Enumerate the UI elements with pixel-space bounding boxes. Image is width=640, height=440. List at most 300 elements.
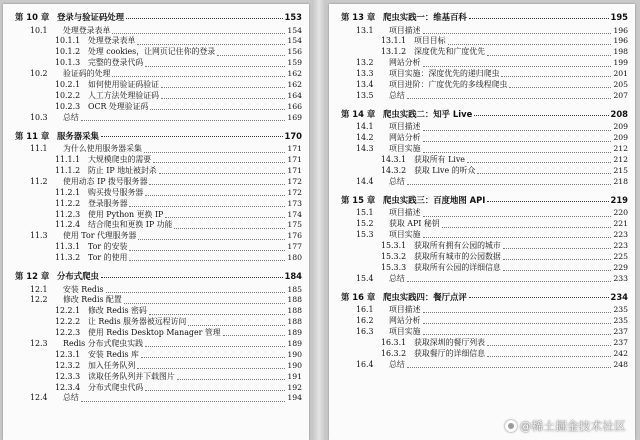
dot-leader	[423, 311, 612, 313]
toc-section[interactable]	[13, 231, 302, 242]
dot-leader	[448, 43, 612, 45]
dot-leader	[137, 43, 285, 45]
toc-title: 总结	[389, 90, 405, 100]
toc-number: 10.2.1	[55, 80, 81, 90]
toc-subsection[interactable]	[13, 242, 302, 253]
toc-title: 总结	[63, 393, 79, 403]
toc-page-number: 170	[284, 130, 302, 141]
toc-page-number: 207	[613, 90, 628, 100]
toc-page-number: 201	[613, 69, 628, 79]
toc-number: 11.2.2	[55, 198, 81, 208]
toc-section[interactable]	[339, 91, 628, 102]
toc-page-left	[3, 4, 309, 440]
dot-leader	[423, 32, 612, 34]
dot-leader	[503, 269, 612, 271]
toc-title: 获取所有 Live	[414, 155, 465, 165]
toc-page-number: 205	[613, 80, 628, 90]
toc-number: 12.3	[30, 339, 48, 349]
toc-number: 16.2	[356, 316, 374, 326]
toc-page-number: 223	[613, 241, 628, 251]
toc-title: 安装 Redis	[63, 284, 104, 294]
dot-leader	[126, 17, 283, 19]
toc-chapter[interactable]	[339, 10, 628, 26]
toc-title: 项目描述	[389, 122, 421, 132]
dot-leader	[101, 135, 283, 137]
toc-page-number: 195	[610, 12, 628, 22]
toc-page-number: 233	[613, 273, 628, 283]
toc-chapter[interactable]	[13, 10, 302, 26]
toc-number: 12.3.3	[55, 371, 81, 381]
toc-title: 安装 Redis 库	[88, 349, 139, 359]
toc-title: 深度优先和广度优先	[414, 47, 486, 57]
toc-number: 10.1.2	[55, 47, 81, 57]
toc-title: 结合爬虫和更换 IP 功能	[88, 220, 173, 230]
toc-page-number: 196	[613, 36, 628, 46]
toc-section[interactable]	[339, 58, 628, 69]
toc-title: 获取 Live 的听众	[414, 165, 476, 175]
toc-subsection[interactable]	[13, 91, 302, 102]
toc-title: 获取深圳的餐厅列表	[414, 337, 486, 347]
toc-title: 总结	[389, 176, 405, 186]
toc-page-number: 189	[287, 328, 302, 338]
toc-number: 15.2	[356, 219, 374, 229]
toc-title: 分布式爬虫	[57, 271, 99, 281]
toc-number: 第 16 章	[341, 291, 376, 302]
toc-subsection[interactable]	[13, 199, 302, 210]
dot-leader	[423, 322, 612, 324]
dot-leader	[159, 172, 286, 174]
toc-section[interactable]	[339, 122, 628, 133]
dot-leader	[145, 389, 285, 391]
dot-leader	[188, 324, 285, 326]
toc-list-right	[339, 10, 628, 371]
toc-subsection[interactable]	[13, 58, 302, 69]
toc-number: 13.4	[356, 80, 374, 90]
toc-number: 14.3.2	[381, 165, 407, 175]
dot-leader	[477, 172, 611, 174]
toc-page-right	[329, 4, 635, 440]
toc-page-number: 212	[613, 144, 628, 154]
toc-subsection[interactable]	[13, 328, 302, 339]
dot-leader	[487, 54, 611, 56]
toc-number: 16.4	[356, 359, 374, 369]
dot-leader	[112, 32, 285, 34]
toc-page-number: 194	[287, 393, 302, 403]
dot-leader	[149, 313, 285, 315]
toc-section[interactable]	[13, 285, 302, 296]
dot-leader	[423, 129, 612, 131]
toc-number: 12.3.4	[55, 382, 81, 392]
toc-section[interactable]	[339, 219, 628, 230]
toc-subsection[interactable]	[13, 166, 302, 177]
toc-subsection[interactable]	[339, 338, 628, 349]
toc-page-number: 173	[287, 198, 302, 208]
toc-subsection[interactable]	[339, 155, 628, 166]
toc-list-left	[13, 10, 302, 404]
dot-leader	[144, 151, 285, 153]
toc-number: 12.2	[30, 295, 48, 305]
toc-section[interactable]	[339, 80, 628, 91]
toc-page-number: 229	[613, 262, 628, 272]
toc-page-number: 190	[287, 349, 302, 359]
toc-page-number: 154	[287, 25, 302, 35]
toc-page-number: 166	[287, 101, 302, 111]
dot-leader	[124, 302, 285, 304]
toc-page-number: 177	[287, 242, 302, 252]
toc-page-number: 212	[613, 155, 628, 165]
toc-title: 项目描述	[389, 208, 421, 218]
toc-title: 爬虫实践三：百度地图 API	[383, 194, 486, 205]
toc-number: 14.3.1	[381, 155, 407, 165]
toc-title: 获取所有拥有公园的城市	[414, 241, 501, 251]
toc-section[interactable]	[339, 316, 628, 327]
toc-subsection[interactable]	[13, 372, 302, 383]
toc-section[interactable]	[13, 144, 302, 155]
toc-subsection[interactable]	[13, 220, 302, 231]
toc-section[interactable]	[339, 327, 628, 338]
toc-number: 12.1	[30, 284, 48, 294]
toc-number: 11.3	[30, 231, 48, 241]
toc-page-number: 237	[613, 337, 628, 347]
dot-leader	[177, 378, 286, 380]
dot-leader	[223, 334, 286, 336]
toc-number: 11.2.4	[55, 220, 81, 230]
toc-page-number: 171	[287, 144, 302, 154]
toc-number: 13.1.2	[381, 47, 407, 57]
toc-title: 服务器采集	[57, 130, 99, 141]
dot-leader	[81, 119, 286, 121]
toc-number: 16.3	[356, 326, 374, 336]
dot-leader	[501, 75, 611, 77]
toc-number: 10.2.3	[55, 101, 81, 111]
toc-page-number: 248	[613, 359, 628, 369]
toc-title: OCR 处理验证码	[88, 101, 149, 111]
toc-number: 第 12 章	[15, 271, 50, 281]
toc-page-number: 176	[287, 231, 302, 241]
toc-page-number: 188	[287, 306, 302, 316]
toc-title: 项目进阶：广度优先的多线程爬虫	[389, 80, 508, 90]
toc-number: 第 11 章	[15, 130, 50, 141]
toc-number: 14.1	[356, 122, 374, 132]
toc-title: 如何使用验证码验证	[88, 80, 160, 90]
toc-page-number: 171	[287, 155, 302, 165]
toc-page-number: 190	[287, 360, 302, 370]
toc-number: 10.1.3	[55, 58, 81, 68]
toc-subsection[interactable]	[13, 350, 302, 361]
dot-leader	[423, 215, 612, 217]
toc-subsection[interactable]	[13, 317, 302, 328]
dot-leader	[423, 151, 612, 153]
toc-section[interactable]	[339, 69, 628, 80]
toc-page-number: 189	[287, 339, 302, 349]
dot-leader	[474, 114, 608, 116]
toc-title: Tor 的使用	[88, 253, 128, 263]
toc-chapter[interactable]	[339, 107, 628, 123]
toc-page-number: 153	[284, 12, 302, 22]
toc-title: 修改 Redis 配置	[63, 295, 122, 305]
toc-subsection[interactable]	[13, 306, 302, 317]
toc-number: 14.4	[356, 176, 374, 186]
toc-number: 15.4	[356, 273, 374, 283]
toc-title: 使用动态 IP 拨号服务器	[63, 176, 148, 186]
toc-subsection[interactable]	[13, 188, 302, 199]
toc-page-number: 180	[287, 253, 302, 263]
dot-leader	[161, 97, 285, 99]
dot-leader	[407, 366, 612, 368]
toc-subsection[interactable]	[339, 252, 628, 263]
toc-page-number: 188	[287, 295, 302, 305]
toc-subsection[interactable]	[13, 36, 302, 47]
toc-title: 修改 Redis 密码	[88, 306, 147, 316]
toc-page-number: 164	[287, 90, 302, 100]
toc-number: 13.3	[356, 69, 374, 79]
toc-title: 项目实施	[389, 326, 421, 336]
toc-number: 15.1	[356, 208, 374, 218]
toc-subsection[interactable]	[13, 102, 302, 113]
toc-page-number: 235	[613, 305, 628, 315]
toc-subsection[interactable]	[339, 166, 628, 177]
toc-page-number: 208	[610, 108, 628, 119]
toc-title: 购买拨号服务器	[88, 187, 144, 197]
toc-number: 10.1.1	[55, 36, 81, 46]
toc-section[interactable]	[339, 305, 628, 316]
dot-leader	[129, 249, 285, 251]
toc-title: 大规模爬虫的需要	[88, 155, 152, 165]
toc-page-number: 234	[610, 291, 628, 302]
watermark	[505, 418, 626, 434]
toc-number: 10.1	[30, 25, 48, 35]
toc-number: 14.3	[356, 144, 374, 154]
toc-title: 网站分析	[389, 58, 421, 68]
toc-title: 项目描述	[389, 305, 421, 315]
toc-subsection[interactable]	[339, 241, 628, 252]
toc-title: 获取 API 秘钥	[389, 219, 440, 229]
toc-number: 16.3.2	[381, 348, 407, 358]
toc-page-number: 209	[613, 133, 628, 143]
toc-number: 10.3	[30, 112, 48, 122]
toc-page-number: 225	[613, 251, 628, 261]
toc-number: 12.4	[30, 393, 48, 403]
toc-page-number: 175	[287, 220, 302, 230]
toc-page-number: 185	[287, 284, 302, 294]
toc-page-number: 219	[610, 194, 628, 205]
toc-number: 11.2.1	[55, 187, 81, 197]
toc-title: 完整的登录代码	[88, 58, 144, 68]
toc-number: 10.2.2	[55, 90, 81, 100]
toc-number: 11.3.1	[55, 242, 81, 252]
dot-leader	[487, 200, 608, 202]
toc-title: 让 Redis 服务器被远程访问	[88, 317, 187, 327]
toc-title: 总结	[389, 359, 405, 369]
toc-section[interactable]	[13, 394, 302, 405]
toc-number: 11.1	[30, 144, 48, 154]
toc-number: 15.3.1	[381, 241, 407, 251]
toc-chapter[interactable]	[339, 193, 628, 209]
dot-leader	[423, 65, 612, 67]
toc-page-number: 235	[613, 316, 628, 326]
toc-title: 获取餐厅的详细信息	[414, 348, 486, 358]
toc-section[interactable]	[339, 360, 628, 371]
toc-subsection[interactable]	[339, 47, 628, 58]
toc-title: 获取所有城市的公园数据	[414, 251, 501, 261]
dot-leader	[407, 280, 612, 282]
dot-leader	[141, 356, 285, 358]
toc-title: 处理登录表单	[63, 25, 111, 35]
toc-title: 登录与验证码处理	[57, 12, 124, 22]
toc-number: 12.2.3	[55, 328, 81, 338]
toc-number: 第 10 章	[15, 12, 50, 22]
toc-title: 验证码的处理	[63, 69, 111, 79]
toc-number: 11.2.3	[55, 209, 81, 219]
dot-leader	[149, 183, 285, 185]
toc-page-number: 192	[287, 382, 302, 392]
dot-leader	[106, 291, 286, 293]
toc-subsection[interactable]	[13, 80, 302, 91]
toc-section[interactable]	[13, 113, 302, 124]
toc-number: 12.2.1	[55, 306, 81, 316]
toc-page-number: 171	[287, 165, 302, 175]
toc-title: 总结	[389, 273, 405, 283]
toc-title: 使用 Redis Desktop Manager 管理	[88, 328, 221, 338]
toc-title: 使用 Tor 代理服务器	[63, 231, 137, 241]
toc-title: 爬虫实践二：知乎 Live	[383, 108, 473, 119]
toc-page-number: 209	[613, 122, 628, 132]
dot-leader	[137, 367, 285, 369]
toc-section[interactable]	[339, 208, 628, 219]
toc-title: 处理登录表单	[88, 36, 136, 46]
toc-page-number: 154	[287, 36, 302, 46]
toc-page-number: 172	[287, 187, 302, 197]
toc-chapter[interactable]	[13, 129, 302, 145]
toc-subsection[interactable]	[339, 263, 628, 274]
dot-leader	[101, 276, 283, 278]
toc-section[interactable]	[13, 177, 302, 188]
toc-page-number: 169	[287, 112, 302, 122]
toc-subsection[interactable]	[13, 47, 302, 58]
dot-leader	[487, 355, 611, 357]
toc-title: 网站分析	[389, 316, 421, 326]
dot-leader	[81, 400, 286, 402]
toc-page-number: 223	[613, 230, 628, 240]
toc-title: 爬虫实践四：餐厅点评	[383, 291, 467, 302]
toc-page-number: 172	[287, 176, 302, 186]
toc-page-number: 220	[613, 208, 628, 218]
toc-title: 防止 IP 地址被封杀	[88, 165, 157, 175]
toc-section[interactable]	[339, 26, 628, 37]
toc-page-number: 221	[613, 219, 628, 229]
toc-title: 加入任务队列	[88, 360, 136, 370]
toc-subsection[interactable]	[13, 383, 302, 394]
toc-number: 第 13 章	[341, 12, 376, 22]
toc-number: 13.5	[356, 90, 374, 100]
toc-page-number: 199	[613, 58, 628, 68]
toc-title: 处理 cookies，让网页记住你的登录	[88, 47, 216, 57]
toc-page-number: 196	[613, 25, 628, 35]
toc-section[interactable]	[13, 295, 302, 306]
toc-subsection[interactable]	[13, 361, 302, 372]
dot-leader	[407, 183, 612, 185]
toc-page-number: 198	[613, 47, 628, 57]
toc-page-number: 174	[287, 209, 302, 219]
dot-leader	[161, 86, 285, 88]
toc-subsection[interactable]	[13, 155, 302, 166]
toc-subsection[interactable]	[339, 349, 628, 360]
toc-title: 网站分析	[389, 133, 421, 143]
dot-leader	[145, 194, 285, 196]
toc-title: 项目实施	[389, 230, 421, 240]
toc-title: 登录服务器	[88, 198, 128, 208]
dot-leader	[469, 296, 609, 298]
toc-title: Tor 的安装	[88, 242, 128, 252]
dot-leader	[503, 247, 612, 249]
dot-leader	[423, 236, 612, 238]
toc-title: 项目实施	[389, 144, 421, 154]
dot-leader	[112, 75, 285, 77]
toc-section[interactable]	[339, 230, 628, 241]
toc-subsection[interactable]	[13, 210, 302, 221]
toc-section[interactable]	[13, 69, 302, 80]
toc-page-number: 218	[613, 176, 628, 186]
toc-page-number: 184	[284, 271, 302, 281]
toc-chapter[interactable]	[13, 269, 302, 285]
toc-title: 分布式爬虫代码	[88, 382, 144, 392]
toc-number: 12.3.2	[55, 360, 81, 370]
dot-leader	[407, 97, 612, 99]
toc-number: 第 14 章	[341, 108, 376, 119]
toc-section[interactable]	[13, 26, 302, 37]
toc-number: 第 15 章	[341, 194, 376, 205]
dot-leader	[217, 54, 285, 56]
toc-page-number: 162	[287, 80, 302, 90]
community-logo-icon	[505, 420, 517, 432]
toc-title: Redis 分布式爬虫实践	[63, 339, 143, 349]
toc-chapter[interactable]	[339, 290, 628, 306]
toc-section[interactable]	[339, 144, 628, 155]
toc-title: 爬虫实践一：维基百科	[383, 12, 467, 22]
toc-subsection[interactable]	[339, 36, 628, 47]
toc-title: 人工方法处理验证码	[88, 90, 160, 100]
dot-leader	[469, 17, 609, 19]
toc-title: 项目实施：深度优先的递归爬虫	[389, 69, 500, 79]
book-gutter	[312, 0, 326, 440]
toc-page-number: 188	[287, 317, 302, 327]
toc-number: 10.2	[30, 69, 48, 79]
toc-section[interactable]	[339, 133, 628, 144]
toc-page-number: 156	[287, 47, 302, 57]
toc-number: 11.1.1	[55, 155, 81, 165]
watermark-text: @稀土掘金技术社区	[519, 419, 626, 433]
toc-title: 获取所有公园的详细信息	[414, 262, 501, 272]
dot-leader	[129, 205, 285, 207]
dot-leader	[145, 345, 285, 347]
dot-leader	[165, 216, 285, 218]
dot-leader	[467, 161, 611, 163]
toc-title: 读取任务队列并下载图片	[88, 371, 175, 381]
toc-section[interactable]	[339, 177, 628, 188]
dot-leader	[503, 258, 612, 260]
dot-leader	[509, 86, 611, 88]
toc-title: 使用 Python 更换 IP	[88, 209, 164, 219]
toc-section[interactable]	[339, 274, 628, 285]
toc-number: 16.1	[356, 305, 374, 315]
toc-page-number: 162	[287, 69, 302, 79]
toc-number: 13.2	[356, 58, 374, 68]
toc-section[interactable]	[13, 339, 302, 350]
toc-number: 15.3.2	[381, 251, 407, 261]
toc-page-number: 215	[613, 165, 628, 175]
toc-subsection[interactable]	[13, 253, 302, 264]
toc-title: 项目目标	[414, 36, 446, 46]
